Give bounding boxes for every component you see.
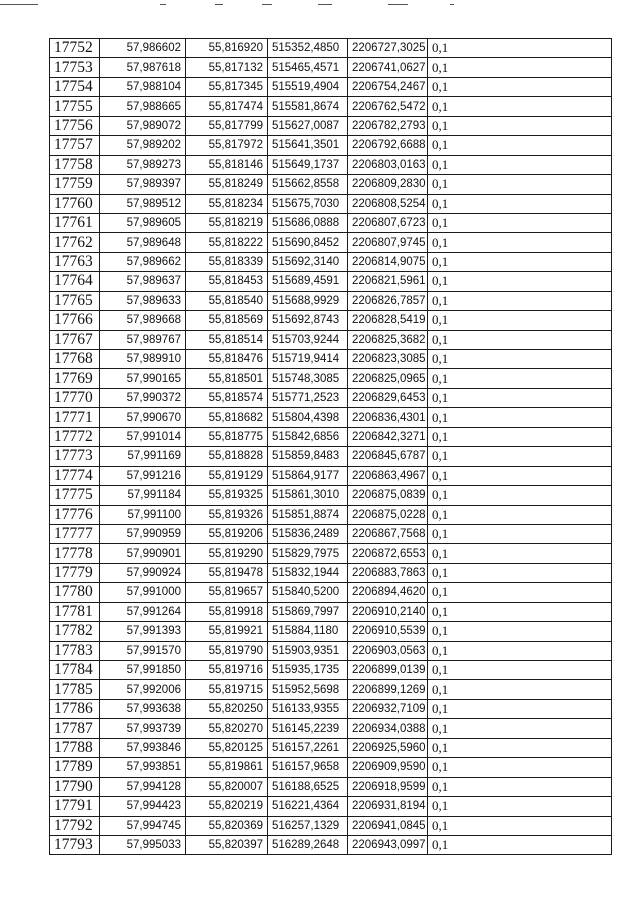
longitude-cell: 55,819129 <box>186 466 268 485</box>
latitude-cell: 57,990901 <box>100 544 186 563</box>
latitude-cell: 57,989273 <box>100 155 186 174</box>
point-number-cell: 17770 <box>50 388 100 407</box>
y-coordinate-cell: 2206875,0839 <box>348 486 428 505</box>
point-number-cell: 17762 <box>50 233 100 252</box>
table-row <box>50 97 612 116</box>
latitude-cell: 57,991393 <box>100 622 186 641</box>
longitude-cell: 55,820369 <box>186 816 268 835</box>
longitude-cell: 55,818569 <box>186 311 268 330</box>
latitude-cell: 57,991169 <box>100 447 186 466</box>
point-number-cell: 17778 <box>50 544 100 563</box>
x-coordinate-cell: 516133,9355 <box>268 699 348 718</box>
accuracy-cell: 0,1 <box>428 388 612 407</box>
longitude-cell: 55,819206 <box>186 524 268 543</box>
point-number-cell: 17772 <box>50 427 100 446</box>
longitude-cell: 55,819861 <box>186 758 268 777</box>
table-row <box>50 233 612 252</box>
accuracy-cell: 0,1 <box>428 369 612 388</box>
x-coordinate-cell: 515641,3501 <box>268 136 348 155</box>
y-coordinate-cell: 2206910,2140 <box>348 602 428 621</box>
y-coordinate-cell: 2206931,8194 <box>348 797 428 816</box>
accuracy-cell: 0,1 <box>428 136 612 155</box>
latitude-cell: 57,989767 <box>100 330 186 349</box>
point-number-cell: 17779 <box>50 563 100 582</box>
latitude-cell: 57,986602 <box>100 39 186 58</box>
table-row <box>50 116 612 135</box>
accuracy-cell: 0,1 <box>428 447 612 466</box>
accuracy-cell: 0,1 <box>428 155 612 174</box>
longitude-cell: 55,819790 <box>186 641 268 660</box>
coordinates-table-body <box>50 39 612 855</box>
y-coordinate-cell: 2206741,0627 <box>348 58 428 77</box>
y-coordinate-cell: 2206808,5254 <box>348 194 428 213</box>
y-coordinate-cell: 2206932,7109 <box>348 699 428 718</box>
y-coordinate-cell: 2206828,5419 <box>348 311 428 330</box>
longitude-cell: 55,819290 <box>186 544 268 563</box>
point-number-cell: 17793 <box>50 835 100 854</box>
accuracy-cell: 0,1 <box>428 544 612 563</box>
longitude-cell: 55,819657 <box>186 583 268 602</box>
x-coordinate-cell: 515719,9414 <box>268 350 348 369</box>
table-row <box>50 291 612 310</box>
accuracy-cell: 0,1 <box>428 330 612 349</box>
latitude-cell: 57,990165 <box>100 369 186 388</box>
latitude-cell: 57,989072 <box>100 116 186 135</box>
x-coordinate-cell: 515861,3010 <box>268 486 348 505</box>
y-coordinate-cell: 2206821,5961 <box>348 272 428 291</box>
longitude-cell: 55,820219 <box>186 797 268 816</box>
latitude-cell: 57,991000 <box>100 583 186 602</box>
latitude-cell: 57,991850 <box>100 661 186 680</box>
longitude-cell: 55,817132 <box>186 58 268 77</box>
y-coordinate-cell: 2206845,6787 <box>348 447 428 466</box>
accuracy-cell: 0,1 <box>428 77 612 96</box>
x-coordinate-cell: 516221,4364 <box>268 797 348 816</box>
x-coordinate-cell: 515836,2489 <box>268 524 348 543</box>
latitude-cell: 57,990670 <box>100 408 186 427</box>
point-number-cell: 17768 <box>50 350 100 369</box>
longitude-cell: 55,817474 <box>186 97 268 116</box>
table-row <box>50 680 612 699</box>
point-number-cell: 17754 <box>50 77 100 96</box>
point-number-cell: 17755 <box>50 97 100 116</box>
latitude-cell: 57,991100 <box>100 505 186 524</box>
accuracy-cell: 0,1 <box>428 350 612 369</box>
x-coordinate-cell: 515692,3140 <box>268 252 348 271</box>
point-number-cell: 17790 <box>50 777 100 796</box>
point-number-cell: 17785 <box>50 680 100 699</box>
longitude-cell: 55,819918 <box>186 602 268 621</box>
x-coordinate-cell: 515690,8452 <box>268 233 348 252</box>
x-coordinate-cell: 515864,9177 <box>268 466 348 485</box>
table-row <box>50 777 612 796</box>
coordinates-table <box>49 38 612 855</box>
x-coordinate-cell: 516257,1329 <box>268 816 348 835</box>
table-row <box>50 622 612 641</box>
y-coordinate-cell: 2206872,6553 <box>348 544 428 563</box>
y-coordinate-cell: 2206883,7863 <box>348 563 428 582</box>
y-coordinate-cell: 2206809,2830 <box>348 175 428 194</box>
point-number-cell: 17782 <box>50 622 100 641</box>
point-number-cell: 17792 <box>50 816 100 835</box>
longitude-cell: 55,820007 <box>186 777 268 796</box>
x-coordinate-cell: 515662,8558 <box>268 175 348 194</box>
latitude-cell: 57,991014 <box>100 427 186 446</box>
table-row <box>50 194 612 213</box>
accuracy-cell: 0,1 <box>428 233 612 252</box>
accuracy-cell: 0,1 <box>428 719 612 738</box>
y-coordinate-cell: 2206899,0139 <box>348 661 428 680</box>
table-row <box>50 602 612 621</box>
latitude-cell: 57,994128 <box>100 777 186 796</box>
y-coordinate-cell: 2206867,7568 <box>348 524 428 543</box>
y-coordinate-cell: 2206909,9590 <box>348 758 428 777</box>
accuracy-cell: 0,1 <box>428 797 612 816</box>
latitude-cell: 57,993739 <box>100 719 186 738</box>
longitude-cell: 55,818775 <box>186 427 268 446</box>
accuracy-cell: 0,1 <box>428 622 612 641</box>
table-row <box>50 699 612 718</box>
y-coordinate-cell: 2206836,4301 <box>348 408 428 427</box>
x-coordinate-cell: 515692,8743 <box>268 311 348 330</box>
point-number-cell: 17757 <box>50 136 100 155</box>
x-coordinate-cell: 515832,1944 <box>268 563 348 582</box>
accuracy-cell: 0,1 <box>428 758 612 777</box>
longitude-cell: 55,820125 <box>186 738 268 757</box>
accuracy-cell: 0,1 <box>428 524 612 543</box>
table-row <box>50 583 612 602</box>
latitude-cell: 57,989633 <box>100 291 186 310</box>
y-coordinate-cell: 2206807,9745 <box>348 233 428 252</box>
point-number-cell: 17767 <box>50 330 100 349</box>
x-coordinate-cell: 515519,4904 <box>268 77 348 96</box>
table-row <box>50 816 612 835</box>
latitude-cell: 57,989202 <box>100 136 186 155</box>
y-coordinate-cell: 2206807,6723 <box>348 213 428 232</box>
latitude-cell: 57,993846 <box>100 738 186 757</box>
longitude-cell: 55,818514 <box>186 330 268 349</box>
table-row <box>50 175 612 194</box>
point-number-cell: 17759 <box>50 175 100 194</box>
point-number-cell: 17784 <box>50 661 100 680</box>
accuracy-cell: 0,1 <box>428 408 612 427</box>
latitude-cell: 57,988665 <box>100 97 186 116</box>
x-coordinate-cell: 515689,4591 <box>268 272 348 291</box>
longitude-cell: 55,818501 <box>186 369 268 388</box>
latitude-cell: 57,995033 <box>100 835 186 854</box>
accuracy-cell: 0,1 <box>428 175 612 194</box>
latitude-cell: 57,989668 <box>100 311 186 330</box>
x-coordinate-cell: 516188,6525 <box>268 777 348 796</box>
x-coordinate-cell: 515686,0888 <box>268 213 348 232</box>
accuracy-cell: 0,1 <box>428 835 612 854</box>
accuracy-cell: 0,1 <box>428 58 612 77</box>
point-number-cell: 17761 <box>50 213 100 232</box>
table-row <box>50 272 612 291</box>
longitude-cell: 55,820397 <box>186 835 268 854</box>
accuracy-cell: 0,1 <box>428 194 612 213</box>
table-row <box>50 544 612 563</box>
table-row <box>50 661 612 680</box>
table-row <box>50 311 612 330</box>
y-coordinate-cell: 2206754,2467 <box>348 77 428 96</box>
point-number-cell: 17789 <box>50 758 100 777</box>
accuracy-cell: 0,1 <box>428 699 612 718</box>
point-number-cell: 17774 <box>50 466 100 485</box>
x-coordinate-cell: 516157,9658 <box>268 758 348 777</box>
point-number-cell: 17753 <box>50 58 100 77</box>
longitude-cell: 55,817972 <box>186 136 268 155</box>
x-coordinate-cell: 515804,4398 <box>268 408 348 427</box>
x-coordinate-cell: 515627,0087 <box>268 116 348 135</box>
point-number-cell: 17758 <box>50 155 100 174</box>
accuracy-cell: 0,1 <box>428 39 612 58</box>
y-coordinate-cell: 2206727,3025 <box>348 39 428 58</box>
accuracy-cell: 0,1 <box>428 427 612 446</box>
table-row <box>50 486 612 505</box>
y-coordinate-cell: 2206863,4967 <box>348 466 428 485</box>
longitude-cell: 55,819325 <box>186 486 268 505</box>
y-coordinate-cell: 2206814,9075 <box>348 252 428 271</box>
point-number-cell: 17791 <box>50 797 100 816</box>
accuracy-cell: 0,1 <box>428 583 612 602</box>
y-coordinate-cell: 2206941,0845 <box>348 816 428 835</box>
x-coordinate-cell: 516289,2648 <box>268 835 348 854</box>
table-row <box>50 738 612 757</box>
table-row <box>50 330 612 349</box>
y-coordinate-cell: 2206934,0388 <box>348 719 428 738</box>
latitude-cell: 57,989662 <box>100 252 186 271</box>
y-coordinate-cell: 2206782,2793 <box>348 116 428 135</box>
longitude-cell: 55,818146 <box>186 155 268 174</box>
latitude-cell: 57,988104 <box>100 77 186 96</box>
longitude-cell: 55,818682 <box>186 408 268 427</box>
point-number-cell: 17775 <box>50 486 100 505</box>
point-number-cell: 17763 <box>50 252 100 271</box>
latitude-cell: 57,994745 <box>100 816 186 835</box>
latitude-cell: 57,990924 <box>100 563 186 582</box>
table-row <box>50 77 612 96</box>
accuracy-cell: 0,1 <box>428 661 612 680</box>
x-coordinate-cell: 515688,9929 <box>268 291 348 310</box>
table-row <box>50 252 612 271</box>
accuracy-cell: 0,1 <box>428 680 612 699</box>
longitude-cell: 55,818453 <box>186 272 268 291</box>
latitude-cell: 57,991216 <box>100 466 186 485</box>
latitude-cell: 57,994423 <box>100 797 186 816</box>
table-row <box>50 350 612 369</box>
scan-edge-marks <box>0 0 640 8</box>
x-coordinate-cell: 515869,7997 <box>268 602 348 621</box>
longitude-cell: 55,818219 <box>186 213 268 232</box>
longitude-cell: 55,816920 <box>186 39 268 58</box>
y-coordinate-cell: 2206925,5960 <box>348 738 428 757</box>
y-coordinate-cell: 2206910,5539 <box>348 622 428 641</box>
accuracy-cell: 0,1 <box>428 116 612 135</box>
longitude-cell: 55,819715 <box>186 680 268 699</box>
y-coordinate-cell: 2206762,5472 <box>348 97 428 116</box>
longitude-cell: 55,819478 <box>186 563 268 582</box>
accuracy-cell: 0,1 <box>428 213 612 232</box>
latitude-cell: 57,989397 <box>100 175 186 194</box>
table-row <box>50 524 612 543</box>
longitude-cell: 55,817345 <box>186 77 268 96</box>
x-coordinate-cell: 515903,9351 <box>268 641 348 660</box>
table-row <box>50 136 612 155</box>
x-coordinate-cell: 515649,1737 <box>268 155 348 174</box>
accuracy-cell: 0,1 <box>428 291 612 310</box>
longitude-cell: 55,819716 <box>186 661 268 680</box>
longitude-cell: 55,820270 <box>186 719 268 738</box>
longitude-cell: 55,820250 <box>186 699 268 718</box>
latitude-cell: 57,990959 <box>100 524 186 543</box>
latitude-cell: 57,991264 <box>100 602 186 621</box>
accuracy-cell: 0,1 <box>428 505 612 524</box>
y-coordinate-cell: 2206943,0997 <box>348 835 428 854</box>
x-coordinate-cell: 515581,8674 <box>268 97 348 116</box>
x-coordinate-cell: 516145,2239 <box>268 719 348 738</box>
table-row <box>50 758 612 777</box>
point-number-cell: 17777 <box>50 524 100 543</box>
x-coordinate-cell: 515842,6856 <box>268 427 348 446</box>
longitude-cell: 55,818222 <box>186 233 268 252</box>
longitude-cell: 55,818540 <box>186 291 268 310</box>
x-coordinate-cell: 515829,7975 <box>268 544 348 563</box>
longitude-cell: 55,818249 <box>186 175 268 194</box>
longitude-cell: 55,819326 <box>186 505 268 524</box>
x-coordinate-cell: 515465,4571 <box>268 58 348 77</box>
x-coordinate-cell: 515859,8483 <box>268 447 348 466</box>
accuracy-cell: 0,1 <box>428 272 612 291</box>
point-number-cell: 17783 <box>50 641 100 660</box>
table-row <box>50 427 612 446</box>
longitude-cell: 55,818339 <box>186 252 268 271</box>
accuracy-cell: 0,1 <box>428 311 612 330</box>
y-coordinate-cell: 2206826,7857 <box>348 291 428 310</box>
point-number-cell: 17766 <box>50 311 100 330</box>
point-number-cell: 17771 <box>50 408 100 427</box>
point-number-cell: 17769 <box>50 369 100 388</box>
y-coordinate-cell: 2206823,3085 <box>348 350 428 369</box>
point-number-cell: 17760 <box>50 194 100 213</box>
accuracy-cell: 0,1 <box>428 252 612 271</box>
latitude-cell: 57,989637 <box>100 272 186 291</box>
accuracy-cell: 0,1 <box>428 486 612 505</box>
point-number-cell: 17788 <box>50 738 100 757</box>
point-number-cell: 17773 <box>50 447 100 466</box>
table-row <box>50 719 612 738</box>
latitude-cell: 57,989648 <box>100 233 186 252</box>
x-coordinate-cell: 515352,4850 <box>268 39 348 58</box>
accuracy-cell: 0,1 <box>428 738 612 757</box>
table-row <box>50 466 612 485</box>
accuracy-cell: 0,1 <box>428 602 612 621</box>
longitude-cell: 55,818574 <box>186 388 268 407</box>
point-number-cell: 17781 <box>50 602 100 621</box>
point-number-cell: 17765 <box>50 291 100 310</box>
table-row <box>50 563 612 582</box>
y-coordinate-cell: 2206825,0965 <box>348 369 428 388</box>
y-coordinate-cell: 2206803,0163 <box>348 155 428 174</box>
accuracy-cell: 0,1 <box>428 777 612 796</box>
x-coordinate-cell: 515675,7030 <box>268 194 348 213</box>
y-coordinate-cell: 2206894,4620 <box>348 583 428 602</box>
latitude-cell: 57,990372 <box>100 388 186 407</box>
latitude-cell: 57,992006 <box>100 680 186 699</box>
x-coordinate-cell: 515851,8874 <box>268 505 348 524</box>
x-coordinate-cell: 515884,1180 <box>268 622 348 641</box>
y-coordinate-cell: 2206792,6688 <box>348 136 428 155</box>
table-row <box>50 369 612 388</box>
latitude-cell: 57,991570 <box>100 641 186 660</box>
longitude-cell: 55,819921 <box>186 622 268 641</box>
x-coordinate-cell: 515748,3085 <box>268 369 348 388</box>
table-row <box>50 505 612 524</box>
point-number-cell: 17787 <box>50 719 100 738</box>
x-coordinate-cell: 516157,2261 <box>268 738 348 757</box>
table-row <box>50 213 612 232</box>
y-coordinate-cell: 2206918,9599 <box>348 777 428 796</box>
table-row <box>50 408 612 427</box>
x-coordinate-cell: 515703,9244 <box>268 330 348 349</box>
table-row <box>50 835 612 854</box>
point-number-cell: 17776 <box>50 505 100 524</box>
latitude-cell: 57,989910 <box>100 350 186 369</box>
accuracy-cell: 0,1 <box>428 641 612 660</box>
latitude-cell: 57,989605 <box>100 213 186 232</box>
accuracy-cell: 0,1 <box>428 563 612 582</box>
point-number-cell: 17780 <box>50 583 100 602</box>
y-coordinate-cell: 2206842,3271 <box>348 427 428 446</box>
longitude-cell: 55,818828 <box>186 447 268 466</box>
table-row <box>50 641 612 660</box>
x-coordinate-cell: 515771,2523 <box>268 388 348 407</box>
y-coordinate-cell: 2206875,0228 <box>348 505 428 524</box>
table-row <box>50 58 612 77</box>
table-row <box>50 39 612 58</box>
table-row <box>50 447 612 466</box>
latitude-cell: 57,989512 <box>100 194 186 213</box>
point-number-cell: 17764 <box>50 272 100 291</box>
table-row <box>50 155 612 174</box>
table-row <box>50 797 612 816</box>
y-coordinate-cell: 2206825,3682 <box>348 330 428 349</box>
point-number-cell: 17756 <box>50 116 100 135</box>
latitude-cell: 57,993851 <box>100 758 186 777</box>
point-number-cell: 17752 <box>50 39 100 58</box>
x-coordinate-cell: 515840,5200 <box>268 583 348 602</box>
latitude-cell: 57,987618 <box>100 58 186 77</box>
accuracy-cell: 0,1 <box>428 816 612 835</box>
y-coordinate-cell: 2206829,6453 <box>348 388 428 407</box>
table-row <box>50 388 612 407</box>
latitude-cell: 57,991184 <box>100 486 186 505</box>
longitude-cell: 55,818234 <box>186 194 268 213</box>
accuracy-cell: 0,1 <box>428 466 612 485</box>
point-number-cell: 17786 <box>50 699 100 718</box>
x-coordinate-cell: 515935,1735 <box>268 661 348 680</box>
latitude-cell: 57,993638 <box>100 699 186 718</box>
longitude-cell: 55,818476 <box>186 350 268 369</box>
y-coordinate-cell: 2206899,1269 <box>348 680 428 699</box>
y-coordinate-cell: 2206903,0563 <box>348 641 428 660</box>
longitude-cell: 55,817799 <box>186 116 268 135</box>
accuracy-cell: 0,1 <box>428 97 612 116</box>
x-coordinate-cell: 515952,5698 <box>268 680 348 699</box>
